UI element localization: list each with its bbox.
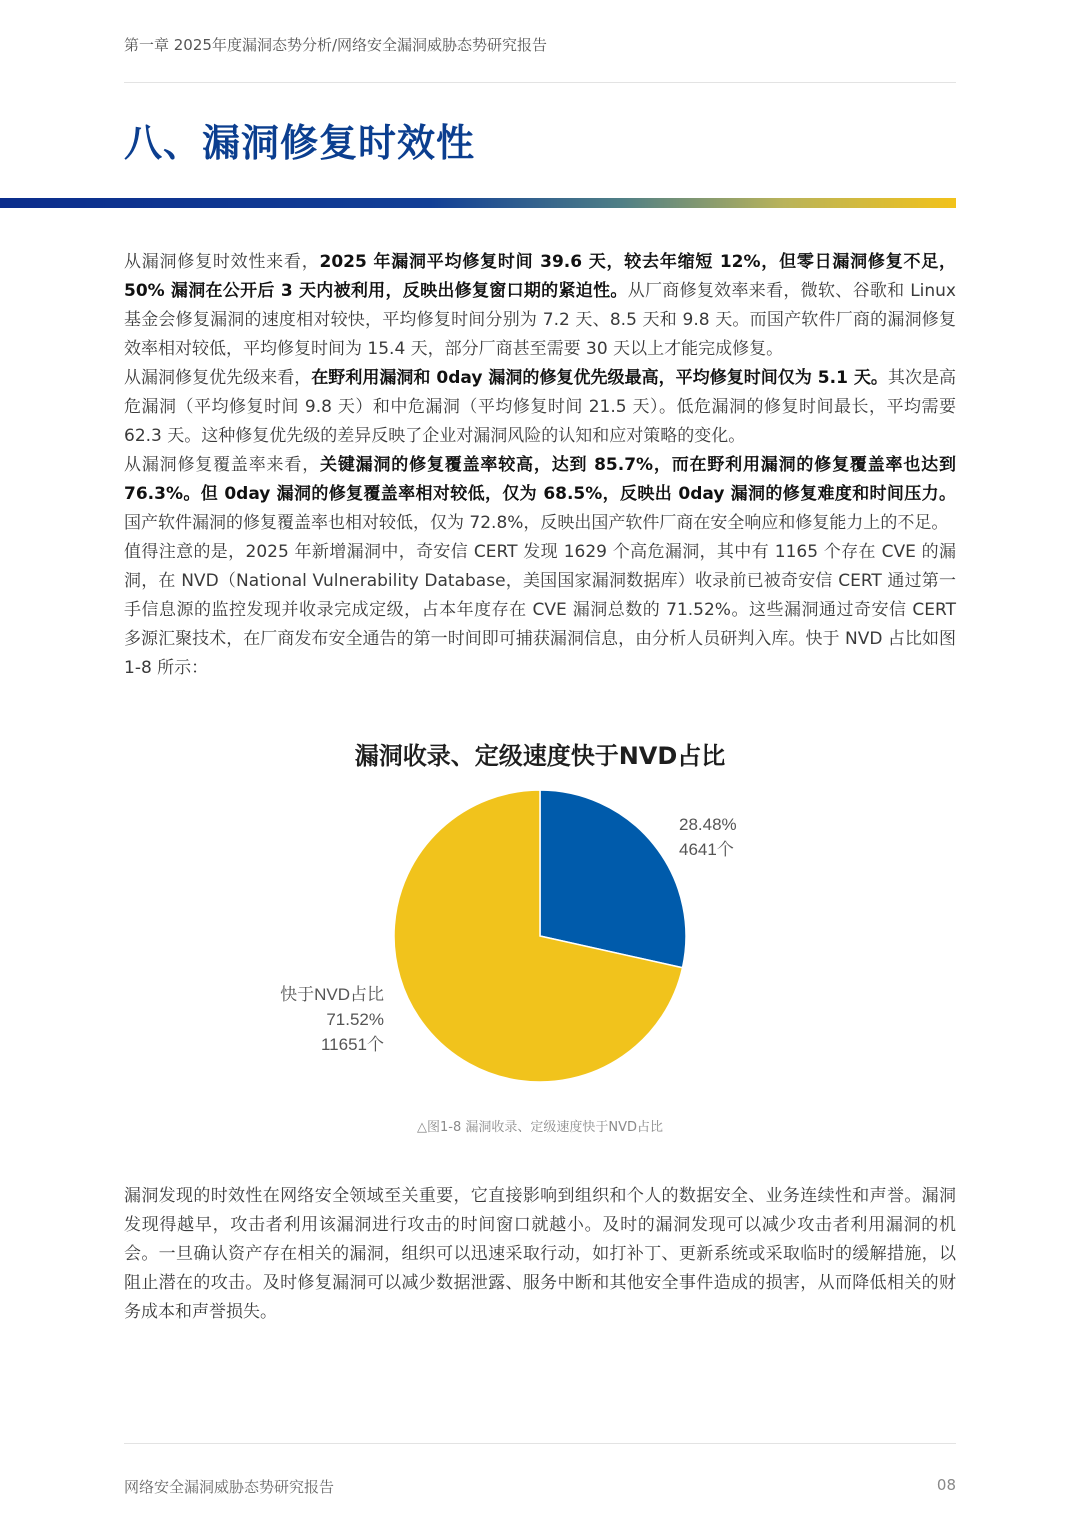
slice-label-percent-faster: 71.52% <box>326 1010 384 1029</box>
page-number: 08 <box>936 1476 956 1494</box>
text-run: 值得注意的是，2025 年新增漏洞中，奇安信 CERT 发现 1629 个高危漏洞，其中有 1165 个存在 CVE 的漏洞，在 NVD（National Vulnerability Database，美国国家漏洞数据库）收录前已被奇安信 CERT 通过第一手信息源的监控发现并收录完成定级，占本年度存在 CVE 漏洞总数的 71.52%。这些漏洞通过奇安信 CERT 多源汇聚技术，在厂商发布安全通告的第一时间即可捕获漏洞信息，由分析人员研判入库。快于 NVD 占比如图 1-8 所示： <box>124 542 956 678</box>
text-run: 从漏洞修复优先级来看， <box>124 368 312 388</box>
bold-highlight: 关键漏洞的修复覆盖率较高，达到 85.7%，而在野利用漏洞的修复覆盖率也达到 76.3%。但 0day 漏洞的修复覆盖率相对较低，仅为 68.5%，反映出 0day 漏洞的修复难度和时间压力。 <box>124 455 956 504</box>
header-divider <box>124 82 956 83</box>
bold-highlight: 在野利用漏洞和 0day 漏洞的修复优先级最高，平均修复时间仅为 5.1 天。 <box>311 368 888 388</box>
closing-text <box>124 1182 956 1327</box>
paragraph-discovery-importance: 漏洞发现的时效性在网络安全领域至关重要，它直接影响到组织和个人的数据安全、业务连续性和声誉。漏洞发现得越早，攻击者利用该漏洞进行攻击的时间窗口就越小。及时的漏洞发现可以减少攻击者利用漏洞的机会。一旦确认资产存在相关的漏洞，组织可以迅速采取行动，如打补丁、更新系统或采取临时的缓解措施，以阻止潜在的攻击。及时修复漏洞可以减少数据泄露、服务中断和其他安全事件造成的损害，从而降低相关的财务成本和声誉损失。 <box>124 1186 956 1322</box>
paragraph-fix-coverage <box>124 451 956 538</box>
figure-caption: △图1-8 漏洞收录、定级速度快于NVD占比 <box>417 1120 663 1135</box>
text-run: 其次是高危漏洞（平均修复时间 9.8 天）和中危漏洞（平均修复时间 21.5 天）。低危漏洞的修复时间最长，平均需要 62.3 天。这种修复优先级的差异反映了企业对漏洞风险的认知和应对策略的变化。 <box>124 368 956 446</box>
chart-title: 漏洞收录、定级速度快于NVD占比 <box>354 742 726 770</box>
bold-highlight: 2025 年漏洞平均修复时间 39.6 天，较去年缩短 12%，但零日漏洞修复不足，50% 漏洞在公开后 3 天内被利用，反映出修复窗口期的紧迫性。 <box>124 252 957 301</box>
running-header: 第一章 2025年度漏洞态势分析/网络安全漏洞威胁态势研究报告 <box>124 36 547 54</box>
slice-label-count-slower: 4641个 <box>679 840 734 859</box>
text-run: 国产软件漏洞的修复覆盖率也相对较低，仅为 72.8%，反映出国产软件厂商在安全响应和修复能力上的不足。 <box>124 513 949 533</box>
pie-chart <box>124 780 956 1100</box>
slice-label-count-faster: 11651个 <box>320 1035 384 1054</box>
footer-divider <box>124 1443 956 1444</box>
body-text <box>124 248 956 683</box>
slice-label-percent-slower: 28.48% <box>679 815 737 834</box>
text-run: 从漏洞修复覆盖率来看， <box>124 455 321 475</box>
paragraph-fix-timeliness <box>124 248 956 364</box>
paragraph-fix-priority <box>124 364 956 451</box>
section-title: 八、漏洞修复时效性 <box>124 121 476 165</box>
paragraph-nvd-note <box>124 538 956 683</box>
footer-title: 网络安全漏洞威胁态势研究报告 <box>124 1478 335 1496</box>
text-run: 从厂商修复效率来看，微软、谷歌和 Linux 基金会修复漏洞的速度相对较快，平均修复时间分别为 7.2 天、8.5 天和 9.8 天。而国产软件厂商的漏洞修复效率相对较低，平均修复时间为 15.4 天，部分厂商甚至需要 30 天以上才能完成修复。 <box>124 281 956 359</box>
slice-label-name-faster: 快于NVD占比 <box>280 985 384 1004</box>
title-gradient-bar <box>0 198 956 208</box>
text-run: 从漏洞修复时效性来看， <box>124 252 320 272</box>
